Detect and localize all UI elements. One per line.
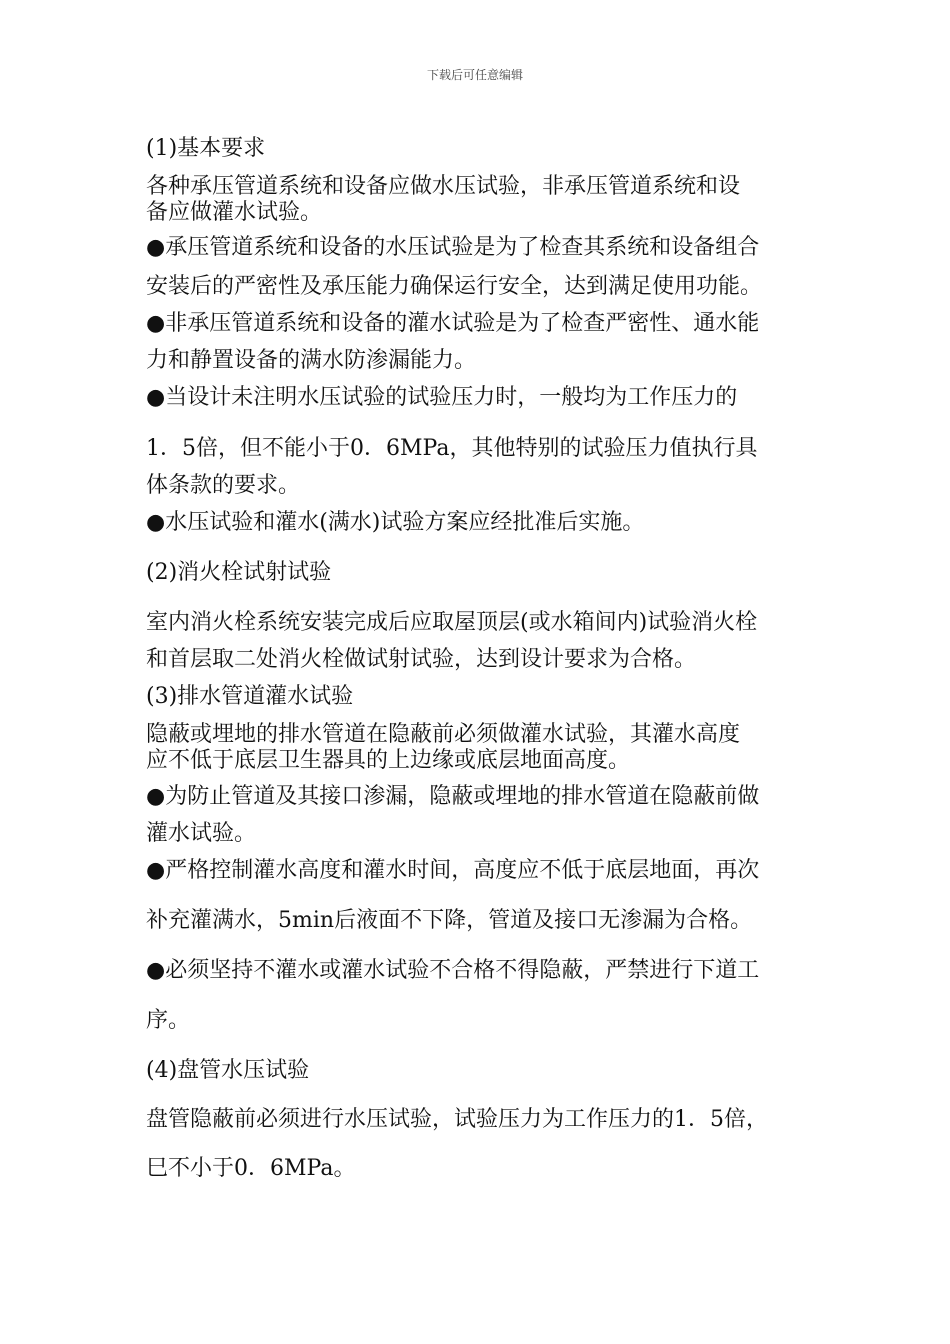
bullet-line: ●严格控制灌水高度和灌水时间，高度应不低于底层地面，再次 xyxy=(146,858,760,883)
paragraph-line: 力和静置设备的满水防渗漏能力。 xyxy=(146,348,477,373)
paragraph-line: 1．5倍，但不能小于0．6MPa，其他特别的试验压力值执行具 xyxy=(146,436,758,461)
bullet-line: ●当设计未注明水压试验的试验压力时，一般均为工作压力的 xyxy=(146,385,738,410)
paragraph-line: 体条款的要求。 xyxy=(146,473,301,498)
heading-coil-pressure-test: (4)盘管水压试验 xyxy=(146,1058,310,1083)
paragraph-line: 室内消火栓系统安装完成后应取屋顶层(或水箱间内)试验消火栓 xyxy=(146,610,758,635)
paragraph-line: 和首层取二处消火栓做试射试验，达到设计要求为合格。 xyxy=(146,647,697,672)
paragraph-line: 巳不小于0．6MPa。 xyxy=(146,1156,356,1181)
paragraph-line: 盘管隐蔽前必须进行水压试验，试验压力为工作压力的1．5倍， xyxy=(146,1107,768,1132)
heading-drainage-test: (3)排水管道灌水试验 xyxy=(146,684,354,709)
bullet-line: ●承压管道系统和设备的水压试验是为了检查其系统和设备组合 xyxy=(146,235,760,260)
paragraph-line: 各种承压管道系统和设备应做水压试验，非承压管道系统和设 xyxy=(146,174,741,199)
paragraph-line: 应不低于底层卫生器具的上边缘或底层地面高度。 xyxy=(146,748,631,773)
bullet-line: ●必须坚持不灌水或灌水试验不合格不得隐蔽，严禁进行下道工 xyxy=(146,958,760,983)
paragraph-line: 安装后的严密性及承压能力确保运行安全，达到满足使用功能。 xyxy=(146,274,763,299)
bullet-line: ●为防止管道及其接口渗漏，隐蔽或埋地的排水管道在隐蔽前做 xyxy=(146,784,760,809)
heading-basic-requirements: (1)基本要求 xyxy=(146,136,266,161)
paragraph-line: 备应做灌水试验。 xyxy=(146,200,323,225)
bullet-line: ●水压试验和灌水(满水)试验方案应经批准后实施。 xyxy=(146,510,645,535)
page-header: 下载后可任意编辑 xyxy=(426,68,523,82)
heading-hydrant-test: (2)消火栓试射试验 xyxy=(146,560,332,585)
paragraph-line: 补充灌满水，5min后液面不下降，管道及接口无渗漏为合格。 xyxy=(146,908,753,933)
paragraph-line: 灌水试验。 xyxy=(146,821,257,846)
paragraph-line: 隐蔽或埋地的排水管道在隐蔽前必须做灌水试验，其灌水高度 xyxy=(146,722,741,747)
bullet-line: ●非承压管道系统和设备的灌水试验是为了检查严密性、通水能 xyxy=(146,311,760,336)
paragraph-line: 序。 xyxy=(146,1008,191,1033)
